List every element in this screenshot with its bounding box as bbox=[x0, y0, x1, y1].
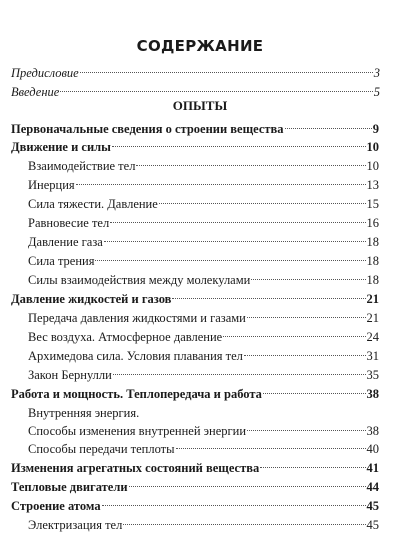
entry-page: 40 bbox=[366, 442, 379, 456]
leader-dots bbox=[110, 222, 365, 223]
entry-page: 41 bbox=[366, 461, 379, 475]
entry-label: Способы передачи теплоты bbox=[28, 442, 175, 456]
entry-page: 44 bbox=[366, 480, 379, 494]
entry-label: Архимедова сила. Условия плавания тел bbox=[28, 349, 243, 363]
toc-chapter[interactable] bbox=[11, 290, 379, 308]
toc-subentry[interactable] bbox=[28, 328, 379, 346]
entry-page: 15 bbox=[366, 197, 379, 211]
entry-label: Электризация тел bbox=[28, 518, 123, 532]
toc-chapter[interactable] bbox=[11, 138, 379, 156]
entry-page: 5 bbox=[373, 85, 380, 99]
entry-label: Передача давления жидкостями и газами bbox=[28, 311, 246, 325]
toc-subentry[interactable] bbox=[28, 195, 379, 213]
leader-dots bbox=[247, 317, 366, 318]
entry-label-continued: Способы изменения внутренней энергии bbox=[28, 424, 247, 438]
toc-subentry[interactable] bbox=[28, 347, 379, 365]
leader-dots bbox=[247, 430, 365, 431]
toc-subentry[interactable] bbox=[28, 271, 379, 289]
section-heading: ОПЫТЫ bbox=[172, 98, 228, 113]
entry-label: Строение атома bbox=[11, 499, 101, 513]
toc-chapter[interactable] bbox=[11, 459, 379, 477]
leader-dots bbox=[112, 146, 366, 147]
leader-dots bbox=[102, 505, 366, 506]
leader-dots bbox=[263, 393, 366, 394]
leader-dots bbox=[123, 524, 365, 525]
entry-page: 21 bbox=[366, 292, 379, 306]
toc-chapter[interactable] bbox=[11, 478, 379, 496]
leader-dots bbox=[113, 374, 366, 375]
leader-dots bbox=[76, 184, 366, 185]
leader-dots bbox=[159, 203, 366, 204]
toc-subentry[interactable] bbox=[28, 404, 379, 440]
entry-label: Работа и мощность. Теплопередача и работа bbox=[11, 387, 262, 401]
entry-label: Давление жидкостей и газов bbox=[11, 292, 172, 306]
entry-label: Введение bbox=[11, 85, 60, 99]
toc-chapter[interactable] bbox=[11, 497, 379, 515]
toc-subentry[interactable] bbox=[28, 214, 379, 232]
entry-label: Изменения агрегатных состояний вещества bbox=[11, 461, 260, 475]
entry-label: Тепловые двигатели bbox=[11, 480, 128, 494]
leader-dots bbox=[176, 448, 366, 449]
entry-label: Взаимодействие тел bbox=[28, 159, 136, 173]
entry-label: Движение и силы bbox=[11, 140, 111, 154]
leader-dots bbox=[95, 260, 365, 261]
entry-page: 38 bbox=[366, 387, 379, 401]
entry-page: 21 bbox=[366, 311, 379, 325]
entry-label: Сила тяжести. Давление bbox=[28, 197, 158, 211]
leader-dots bbox=[60, 91, 372, 92]
leader-dots bbox=[129, 486, 366, 487]
toc-subentry[interactable] bbox=[28, 157, 379, 175]
entry-page: 45 bbox=[366, 499, 379, 513]
toc-chapter[interactable] bbox=[11, 385, 379, 403]
leader-dots bbox=[223, 336, 365, 337]
entry-page: 18 bbox=[366, 235, 379, 249]
toc-subentry[interactable] bbox=[28, 252, 379, 270]
entry-page: 10 bbox=[366, 159, 379, 173]
entry-page: 38 bbox=[366, 424, 379, 438]
entry-page: 16 bbox=[366, 216, 379, 230]
entry-page: 45 bbox=[366, 518, 379, 532]
entry-label: Сила трения bbox=[28, 254, 95, 268]
entry-page: 18 bbox=[366, 273, 379, 287]
leader-dots bbox=[172, 298, 365, 299]
leader-dots bbox=[136, 165, 365, 166]
entry-page: 3 bbox=[373, 66, 380, 80]
page-title: СОДЕРЖАНИЕ bbox=[136, 37, 264, 55]
toc-chapter[interactable] bbox=[11, 120, 379, 138]
entry-label: Равновесие тел bbox=[28, 216, 110, 230]
toc-subentry[interactable] bbox=[28, 176, 379, 194]
toc-subentry[interactable] bbox=[28, 366, 379, 384]
toc-entry-preface[interactable] bbox=[11, 64, 380, 82]
entry-label: Внутренняя энергия. bbox=[28, 406, 140, 420]
entry-page: 31 bbox=[366, 349, 379, 363]
toc-subentry[interactable] bbox=[28, 233, 379, 251]
entry-page: 13 bbox=[366, 178, 379, 192]
entry-label: Закон Бернулли bbox=[28, 368, 112, 382]
entry-page: 24 bbox=[366, 330, 379, 344]
entry-label: Силы взаимодействия между молекулами bbox=[28, 273, 251, 287]
entry-label: Вес воздуха. Атмосферное давление bbox=[28, 330, 223, 344]
entry-page: 9 bbox=[372, 122, 379, 136]
toc-subentry[interactable] bbox=[28, 516, 379, 534]
leader-dots bbox=[104, 241, 366, 242]
entry-label: Первоначальные сведения о строении вещества bbox=[11, 122, 284, 136]
entry-page: 18 bbox=[366, 254, 379, 268]
leader-dots bbox=[251, 279, 365, 280]
entry-label: Предисловие bbox=[11, 66, 79, 80]
leader-dots bbox=[285, 128, 372, 129]
entry-label: Давление газа bbox=[28, 235, 103, 249]
entry-page: 35 bbox=[366, 368, 379, 382]
leader-dots bbox=[80, 72, 373, 73]
leader-dots bbox=[260, 467, 365, 468]
toc-subentry[interactable] bbox=[28, 309, 379, 327]
entry-label: Инерция bbox=[28, 178, 75, 192]
leader-dots bbox=[244, 355, 366, 356]
toc-subentry[interactable] bbox=[28, 440, 379, 458]
entry-page: 10 bbox=[366, 140, 379, 154]
